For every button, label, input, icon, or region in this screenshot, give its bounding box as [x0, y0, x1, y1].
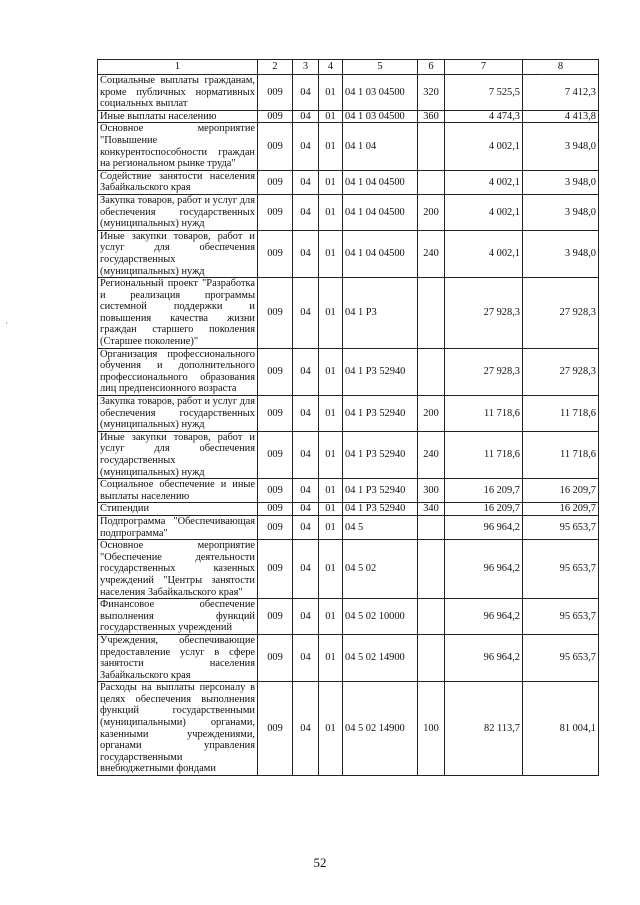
target-article-cell: 04 5 02 14900: [343, 682, 418, 776]
section-code-cell: 04: [293, 515, 319, 539]
expense-type-cell: [418, 599, 445, 635]
header-cell: 3: [293, 60, 319, 75]
row-name-cell: Закупка товаров, работ и услуг для обеспечения государственных (муниципальных) нужд: [98, 396, 258, 432]
amount-year1-cell: 96 964,2: [445, 599, 523, 635]
target-article-cell: 04 5 02: [343, 540, 418, 599]
table-row: [98, 123, 599, 170]
amount-year1-cell: 96 964,2: [445, 540, 523, 599]
header-cell: 7: [445, 60, 523, 75]
table-row: [98, 75, 599, 111]
row-name-cell: Учреждения, обеспечивающие предоставление услуг в сфере занятости населения Забайкальского края: [98, 634, 258, 681]
section-code-cell: 04: [293, 634, 319, 681]
section-code-cell: 04: [293, 110, 319, 123]
section-code-cell: 04: [293, 278, 319, 349]
amount-year1-cell: 96 964,2: [445, 634, 523, 681]
expense-type-cell: 100: [418, 682, 445, 776]
amount-year2-cell: 11 718,6: [523, 431, 599, 478]
expense-type-cell: 200: [418, 396, 445, 432]
section-code-cell: 04: [293, 540, 319, 599]
table-row: [98, 515, 599, 539]
expense-type-cell: [418, 170, 445, 194]
subsection-code-cell: 01: [319, 396, 343, 432]
ministry-code-cell: 009: [258, 431, 293, 478]
subsection-code-cell: 01: [319, 278, 343, 349]
expense-type-cell: 340: [418, 503, 445, 516]
row-name-cell: Основное мероприятие "Обеспечение деятельности государственных казенных учреждений "Центры занятости населения Забайкальского края": [98, 540, 258, 599]
ministry-code-cell: 009: [258, 599, 293, 635]
amount-year2-cell: 16 209,7: [523, 503, 599, 516]
amount-year2-cell: 95 653,7: [523, 540, 599, 599]
amount-year1-cell: 16 209,7: [445, 503, 523, 516]
target-article-cell: 04 1 P3 52940: [343, 431, 418, 478]
section-code-cell: 04: [293, 123, 319, 170]
row-name-cell: Содействие занятости населения Забайкальского края: [98, 170, 258, 194]
target-article-cell: 04 5: [343, 515, 418, 539]
amount-year1-cell: 82 113,7: [445, 682, 523, 776]
amount-year1-cell: 11 718,6: [445, 396, 523, 432]
row-name-cell: Социальные выплаты гражданам, кроме публичных нормативных социальных выплат: [98, 75, 258, 111]
row-name-cell: Региональный проект "Разработка и реализация программы системной поддержки и повышения качества жизни граждан старшего поколения (Старшее поколение)": [98, 278, 258, 349]
subsection-code-cell: 01: [319, 515, 343, 539]
header-cell: 6: [418, 60, 445, 75]
section-code-cell: 04: [293, 599, 319, 635]
target-article-cell: 04 1 04 04500: [343, 230, 418, 277]
expense-type-cell: 200: [418, 194, 445, 230]
header-cell: 4: [319, 60, 343, 75]
header-row: [98, 60, 599, 75]
table-row: [98, 110, 599, 123]
amount-year2-cell: 3 948,0: [523, 123, 599, 170]
amount-year2-cell: 3 948,0: [523, 194, 599, 230]
section-code-cell: 04: [293, 396, 319, 432]
target-article-cell: 04 1 P3 52940: [343, 479, 418, 503]
table-row: [98, 396, 599, 432]
ministry-code-cell: 009: [258, 75, 293, 111]
ministry-code-cell: 009: [258, 682, 293, 776]
subsection-code-cell: 01: [319, 431, 343, 478]
table-row: [98, 479, 599, 503]
expense-type-cell: 240: [418, 431, 445, 478]
amount-year2-cell: 4 413,8: [523, 110, 599, 123]
ministry-code-cell: 009: [258, 170, 293, 194]
ministry-code-cell: 009: [258, 123, 293, 170]
table-row: [98, 230, 599, 277]
header-cell: 1: [98, 60, 258, 75]
row-name-cell: Организация профессионального обучения и дополнительного профессионального образования лиц предпенсионного возраста: [98, 348, 258, 395]
row-name-cell: Закупка товаров, работ и услуг для обеспечения государственных (муниципальных) нужд: [98, 194, 258, 230]
subsection-code-cell: 01: [319, 194, 343, 230]
row-name-cell: Иные выплаты населению: [98, 110, 258, 123]
amount-year1-cell: 4 002,1: [445, 123, 523, 170]
row-name-cell: Расходы на выплаты персоналу в целях обеспечения выполнения функций государственными (муниципальными) органами, казенными учреждениями, органами управления государственными внебюджетными фондами: [98, 682, 258, 776]
expense-type-cell: [418, 123, 445, 170]
ministry-code-cell: 009: [258, 110, 293, 123]
amount-year1-cell: 4 002,1: [445, 170, 523, 194]
margin-mark: ·: [5, 318, 8, 328]
subsection-code-cell: 01: [319, 540, 343, 599]
table-row: [98, 634, 599, 681]
amount-year2-cell: 11 718,6: [523, 396, 599, 432]
section-code-cell: 04: [293, 170, 319, 194]
amount-year2-cell: 81 004,1: [523, 682, 599, 776]
subsection-code-cell: 01: [319, 503, 343, 516]
section-code-cell: 04: [293, 348, 319, 395]
subsection-code-cell: 01: [319, 230, 343, 277]
table-row: [98, 170, 599, 194]
table-row: [98, 431, 599, 478]
ministry-code-cell: 009: [258, 540, 293, 599]
expense-type-cell: [418, 515, 445, 539]
target-article-cell: 04 1 04 04500: [343, 194, 418, 230]
section-code-cell: 04: [293, 431, 319, 478]
subsection-code-cell: 01: [319, 634, 343, 681]
amount-year1-cell: 4 002,1: [445, 230, 523, 277]
subsection-code-cell: 01: [319, 599, 343, 635]
amount-year2-cell: 16 209,7: [523, 479, 599, 503]
amount-year2-cell: 95 653,7: [523, 599, 599, 635]
target-article-cell: 04 1 P3 52940: [343, 503, 418, 516]
subsection-code-cell: 01: [319, 75, 343, 111]
row-name-cell: Стипендии: [98, 503, 258, 516]
amount-year2-cell: 27 928,3: [523, 348, 599, 395]
ministry-code-cell: 009: [258, 348, 293, 395]
expense-type-cell: [418, 348, 445, 395]
header-cell: 8: [523, 60, 599, 75]
amount-year1-cell: 96 964,2: [445, 515, 523, 539]
expense-type-cell: 360: [418, 110, 445, 123]
target-article-cell: 04 1 04: [343, 123, 418, 170]
amount-year2-cell: 7 412,3: [523, 75, 599, 111]
ministry-code-cell: 009: [258, 278, 293, 349]
expense-type-cell: [418, 634, 445, 681]
amount-year1-cell: 7 525,5: [445, 75, 523, 111]
section-code-cell: 04: [293, 75, 319, 111]
subsection-code-cell: 01: [319, 123, 343, 170]
scan-speck: .: [535, 67, 538, 78]
header-cell: 2: [258, 60, 293, 75]
expense-type-cell: [418, 540, 445, 599]
target-article-cell: 04 5 02 14900: [343, 634, 418, 681]
amount-year1-cell: 16 209,7: [445, 479, 523, 503]
subsection-code-cell: 01: [319, 110, 343, 123]
ministry-code-cell: 009: [258, 396, 293, 432]
ministry-code-cell: 009: [258, 515, 293, 539]
row-name-cell: Финансовое обеспечение выполнения функций государственных учреждений: [98, 599, 258, 635]
table-row: [98, 599, 599, 635]
row-name-cell: Социальное обеспечение и иные выплаты населению: [98, 479, 258, 503]
subsection-code-cell: 01: [319, 682, 343, 776]
expense-type-cell: 300: [418, 479, 445, 503]
ministry-code-cell: 009: [258, 194, 293, 230]
expense-type-cell: 240: [418, 230, 445, 277]
ministry-code-cell: 009: [258, 503, 293, 516]
amount-year2-cell: 27 928,3: [523, 278, 599, 349]
table-row: [98, 503, 599, 516]
ministry-code-cell: 009: [258, 634, 293, 681]
amount-year2-cell: 3 948,0: [523, 230, 599, 277]
page-number: 52: [313, 855, 327, 870]
row-name-cell: Иные закупки товаров, работ и услуг для обеспечения государственных (муниципальных) нужд: [98, 230, 258, 277]
target-article-cell: 04 1 P3 52940: [343, 348, 418, 395]
target-article-cell: 04 1 04 04500: [343, 170, 418, 194]
amount-year2-cell: 95 653,7: [523, 634, 599, 681]
amount-year1-cell: 27 928,3: [445, 278, 523, 349]
section-code-cell: 04: [293, 194, 319, 230]
target-article-cell: 04 5 02 10000: [343, 599, 418, 635]
ministry-code-cell: 009: [258, 479, 293, 503]
subsection-code-cell: 01: [319, 170, 343, 194]
target-article-cell: 04 1 03 04500: [343, 110, 418, 123]
section-code-cell: 04: [293, 682, 319, 776]
row-name-cell: Подпрограмма "Обеспечивающая подпрограмма": [98, 515, 258, 539]
row-name-cell: Иные закупки товаров, работ и услуг для обеспечения государственных (муниципальных) нужд: [98, 431, 258, 478]
table-row: [98, 278, 599, 349]
amount-year2-cell: 95 653,7: [523, 515, 599, 539]
target-article-cell: 04 1 03 04500: [343, 75, 418, 111]
amount-year2-cell: 3 948,0: [523, 170, 599, 194]
expense-type-cell: [418, 278, 445, 349]
subsection-code-cell: 01: [319, 479, 343, 503]
amount-year1-cell: 11 718,6: [445, 431, 523, 478]
table-row: [98, 540, 599, 599]
subsection-code-cell: 01: [319, 348, 343, 395]
amount-year1-cell: 27 928,3: [445, 348, 523, 395]
expense-type-cell: 320: [418, 75, 445, 111]
budget-table: [97, 59, 599, 776]
section-code-cell: 04: [293, 230, 319, 277]
target-article-cell: 04 1 P3 52940: [343, 396, 418, 432]
amount-year1-cell: 4 002,1: [445, 194, 523, 230]
header-cell: 5: [343, 60, 418, 75]
section-code-cell: 04: [293, 479, 319, 503]
target-article-cell: 04 1 P3: [343, 278, 418, 349]
table-row: [98, 682, 599, 776]
table-row: [98, 194, 599, 230]
table-row: [98, 348, 599, 395]
section-code-cell: 04: [293, 503, 319, 516]
amount-year1-cell: 4 474,3: [445, 110, 523, 123]
ministry-code-cell: 009: [258, 230, 293, 277]
row-name-cell: Основное мероприятие "Повышение конкурентоспособности граждан на региональном рынке труда": [98, 123, 258, 170]
